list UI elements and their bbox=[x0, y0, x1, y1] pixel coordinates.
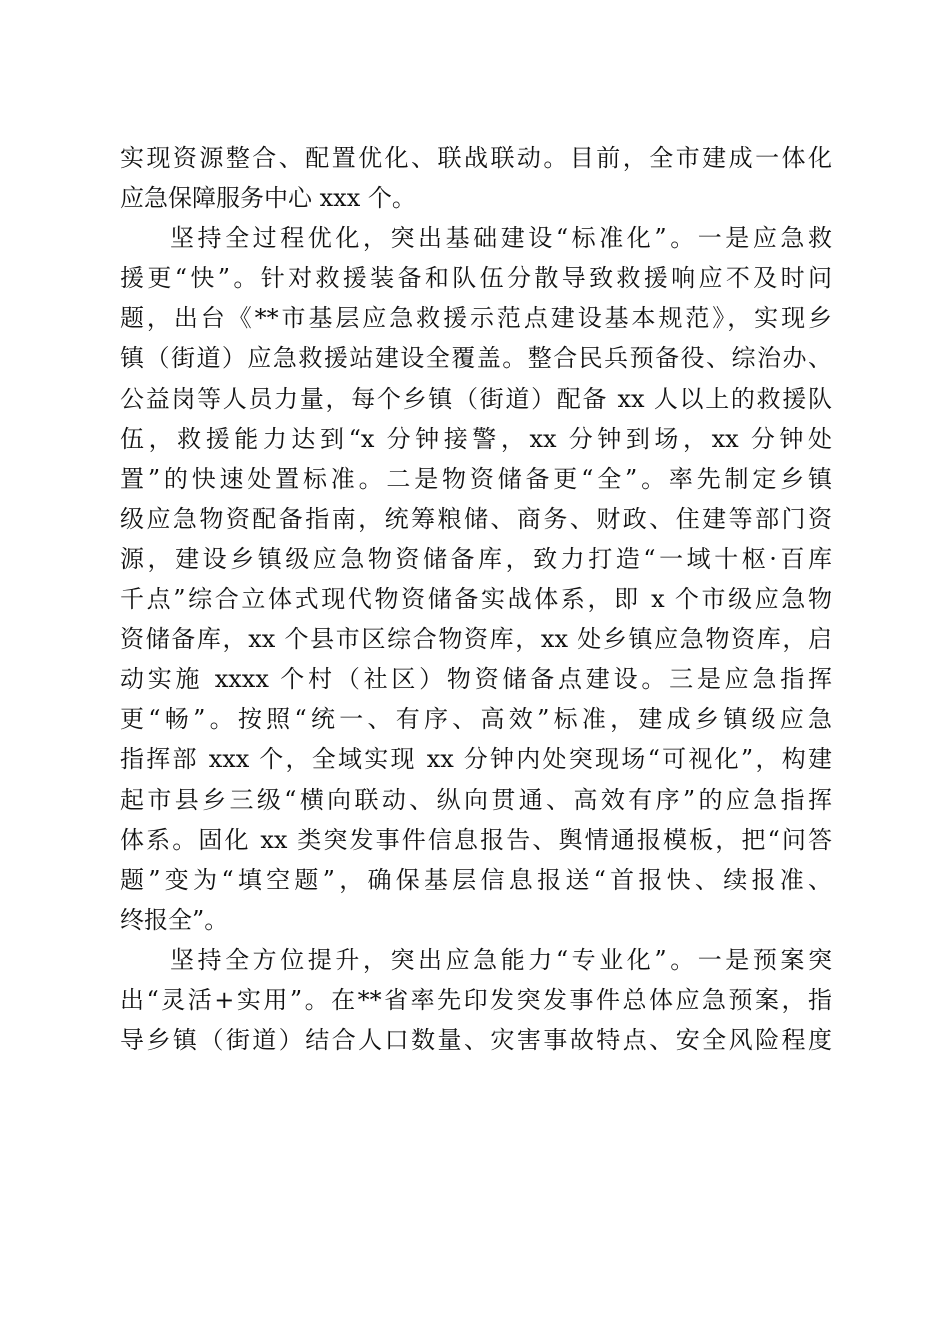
paragraph-line: 置”的快速处置标准。二是物资储备更“全”。率先制定乡镇 bbox=[120, 464, 832, 493]
paragraph-line: 应急保障服务中心 xxx 个。 bbox=[120, 184, 416, 213]
paragraph-line: 镇（街道）应急救援站建设全覆盖。整合民兵预备役、综治办、 bbox=[120, 344, 832, 373]
paragraph-line: 起市县乡三级“横向联动、纵向贯通、高效有序”的应急指挥 bbox=[120, 785, 832, 814]
paragraph-line: 动实施 xxxx 个村（社区）物资储备点建设。三是应急指挥 bbox=[120, 665, 832, 694]
paragraph-line: 实现资源整合、配置优化、联战联动。目前，全市建成一体化 bbox=[120, 144, 832, 172]
paragraph-line: 公益岗等人员力量，每个乡镇（街道）配备 xx 人以上的救援队 bbox=[120, 384, 832, 413]
paragraph-line: 题，出台《**市基层应急救援示范点建设基本规范》，实现乡 bbox=[120, 304, 832, 333]
paragraph-1 bbox=[120, 138, 832, 218]
paragraph-line: 援更“快”。针对救援装备和队伍分散导致救援响应不及时问 bbox=[120, 264, 832, 293]
paragraph-line: 指挥部 xxx 个，全域实现 xx 分钟内处突现场“可视化”，构建 bbox=[120, 745, 832, 774]
paragraph-line: 体系。固化 xx 类突发事件信息报告、舆情通报模板，把“问答 bbox=[120, 825, 832, 854]
paragraph-line: 千点”综合立体式现代物资储备实战体系，即 x 个市级应急物 bbox=[120, 585, 832, 614]
paragraph-line: 资储备库，xx 个县市区综合物资库，xx 处乡镇应急物资库，启 bbox=[120, 625, 832, 654]
paragraph-line: 坚持全过程优化，突出基础建设“标准化”。一是应急救 bbox=[170, 224, 832, 253]
paragraph-line: 伍，救援能力达到“x 分钟接警，xx 分钟到场，xx 分钟处 bbox=[120, 424, 832, 453]
paragraph-line: 导乡镇（街道）结合人口数量、灾害事故特点、安全风险程度 bbox=[120, 1026, 832, 1055]
paragraph-line: 终报全”。 bbox=[120, 905, 229, 934]
paragraph-line: 坚持全方位提升，突出应急能力“专业化”。一是预案突 bbox=[170, 945, 832, 974]
paragraph-line: 更“畅”。按照“统一、有序、高效”标准，建成乡镇级应急 bbox=[120, 705, 832, 734]
paragraph-line: 级应急物资配备指南，统筹粮储、商务、财政、住建等部门资 bbox=[120, 504, 832, 533]
paragraph-line: 题”变为“填空题”，确保基层信息报送“首报快、续报准、 bbox=[120, 865, 832, 894]
paragraph-2 bbox=[120, 218, 832, 940]
paragraph-line: 出“灵活+实用”。在**省率先印发突发事件总体应急预案，指 bbox=[120, 985, 832, 1014]
paragraph-line: 源，建设乡镇级应急物资储备库，致力打造“一域十枢·百库 bbox=[120, 544, 832, 573]
document-body bbox=[120, 138, 832, 1060]
paragraph-3 bbox=[120, 940, 832, 1060]
